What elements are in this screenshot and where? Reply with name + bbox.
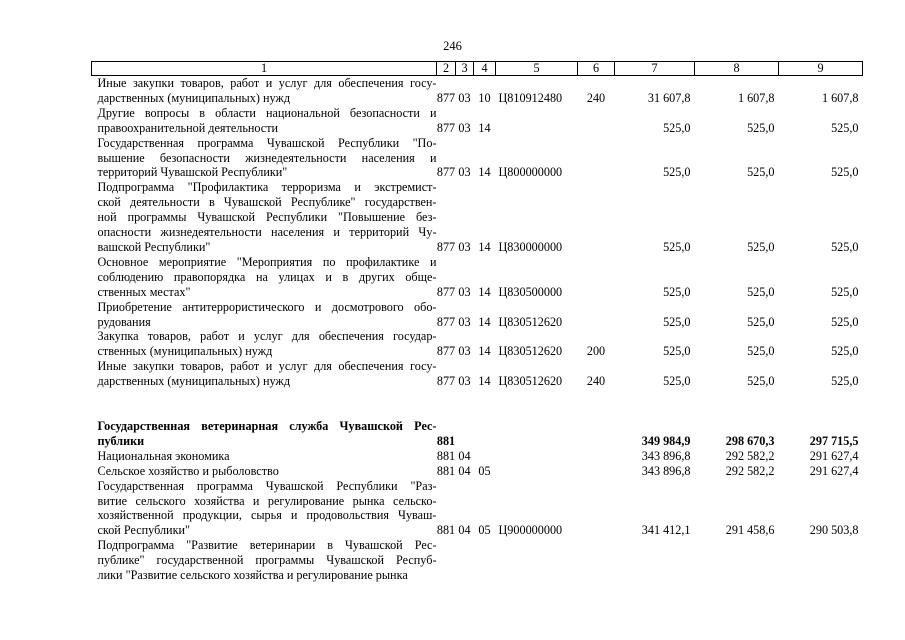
row-name-cell [92, 106, 437, 136]
amount-year2-cell: 1 607,8 [737, 90, 775, 105]
row-name-line: Государственная программа Чувашской Республики "Раз- [97, 478, 437, 493]
header-cell-expense-type: 6 [578, 62, 615, 76]
row-name-line: Закупка товаров, работ и услуг для обеспечения государ- [97, 329, 437, 344]
subsection-code-cell: 14 [478, 314, 491, 329]
expense-type-cell [578, 419, 615, 449]
row-name-line: дарственных (муниципальных) нужд [97, 90, 291, 105]
section-code-cell: 04 [458, 448, 471, 463]
row-name-cell [92, 329, 437, 359]
table-row [92, 180, 863, 255]
ministry-code-cell: 881 [436, 448, 456, 463]
page-number: 246 [443, 39, 462, 53]
row-name-cell [92, 300, 437, 330]
row-name-line: лики "Развитие сельского хозяйства и регулирование рынка [97, 568, 408, 583]
header-cell-ministry: 2 [437, 62, 456, 76]
subsection-code-cell: 05 [478, 463, 491, 478]
expense-type-cell [578, 449, 615, 464]
ministry-code-cell: 877 [436, 90, 456, 105]
row-name-line: ственных (муниципальных) нужд [97, 344, 273, 359]
amount-year1-cell: 341 412,1 [641, 523, 691, 538]
section-code-cell [456, 538, 474, 583]
amount-year1-cell: 525,0 [663, 344, 691, 359]
expense-type-cell [578, 106, 615, 136]
row-name-line: соблюдению правопорядка на улицах и в других обще- [97, 269, 437, 284]
ministry-code-cell: 877 [436, 120, 456, 135]
amount-year2-cell: 525,0 [747, 239, 775, 254]
row-name-cell [92, 464, 437, 479]
ministry-code-cell: 881 [436, 433, 456, 448]
row-name-line: хозяйственной продукции, сырья и продовольствия Чуваш- [97, 508, 437, 523]
ministry-code-cell: 881 [436, 463, 456, 478]
expense-type-cell [578, 300, 615, 330]
row-name-line: Иные закупки товаров, работ и услуг для обеспечения госу- [97, 76, 437, 90]
row-name-line: Иные закупки товаров, работ и услуг для обеспечения госу- [97, 359, 437, 374]
table-row [92, 136, 863, 181]
header-cell-subsection: 4 [474, 62, 496, 76]
amount-year1-cell: 525,0 [663, 314, 691, 329]
subsection-code-cell: 10 [478, 90, 491, 105]
ministry-code-cell: 877 [436, 314, 456, 329]
expense-type-cell: 200 [586, 344, 606, 359]
row-name-line: ственных местах" [97, 284, 191, 299]
expense-type-cell [578, 464, 615, 479]
amount-year1-cell: 343 896,8 [641, 448, 691, 463]
row-name-line: опасности жизнедеятельности населения и территорий Чу- [97, 225, 437, 240]
row-name-line: Приобретение антитеррористического и досмотрового обо- [97, 299, 437, 314]
header-cell-year3: 9 [779, 62, 863, 76]
section-code-cell: 03 [458, 239, 471, 254]
target-article-cell: Ц830000000 [498, 239, 563, 254]
subsection-code-cell: 14 [478, 120, 491, 135]
amount-year3-cell [779, 538, 863, 583]
amount-year2-cell: 292 582,2 [725, 448, 775, 463]
row-name-line: дарственных (муниципальных) нужд [97, 374, 291, 389]
table-row [92, 449, 863, 464]
row-name-cell [92, 419, 437, 449]
ministry-code-cell [437, 538, 456, 583]
amount-year2-cell: 525,0 [747, 314, 775, 329]
row-name-line: Подпрограмма "Развитие ветеринарии в Чувашской Рес- [97, 538, 437, 553]
target-article-cell [496, 538, 578, 583]
amount-year2-cell [695, 538, 779, 583]
amount-year1-cell: 525,0 [663, 165, 691, 180]
row-name-cell [92, 136, 437, 181]
amount-year1-cell: 525,0 [663, 284, 691, 299]
section-code-cell: 03 [458, 344, 471, 359]
amount-year2-cell: 292 582,2 [725, 463, 775, 478]
amount-year2-cell: 525,0 [747, 284, 775, 299]
amount-year3-cell: 291 627,4 [809, 448, 859, 463]
table-row [92, 106, 863, 136]
subsection-code-cell: 14 [478, 374, 491, 389]
row-name-line: ской деятельности в Чувашской Республике" государствен- [97, 195, 437, 210]
amount-year1-cell: 525,0 [663, 120, 691, 135]
section-code-cell [456, 419, 474, 449]
row-name-cell [92, 538, 437, 583]
row-name-cell [92, 449, 437, 464]
amount-year2-cell: 298 670,3 [725, 433, 775, 448]
row-name-cell [92, 479, 437, 539]
row-name-line: ской Республики" [97, 523, 190, 538]
header-cell-name: 1 [92, 62, 437, 76]
target-article-cell [496, 449, 578, 464]
amount-year2-cell: 291 458,6 [725, 523, 775, 538]
target-article-cell: Ц800000000 [498, 165, 563, 180]
amount-year1-cell: 349 984,9 [641, 433, 691, 448]
row-name-line: Сельское хозяйство и рыболовство [97, 463, 279, 478]
row-name-line: вышение безопасности жизнедеятельности населения и [97, 150, 437, 165]
ministry-code-cell: 877 [436, 239, 456, 254]
ministry-code-cell: 877 [436, 165, 456, 180]
row-name-line: Государственная программа Чувашской Республики "По- [97, 135, 437, 150]
amount-year3-cell: 290 503,8 [809, 523, 859, 538]
amount-year3-cell: 1 607,8 [821, 90, 859, 105]
row-name-line: публике" государственной программы Чувашской Респуб- [97, 553, 437, 568]
table-row [92, 538, 863, 583]
table-row [92, 76, 863, 106]
expense-type-cell [578, 180, 615, 255]
budget-table [91, 61, 863, 583]
section-code-cell: 03 [458, 314, 471, 329]
expense-type-cell [578, 255, 615, 300]
table-row [92, 300, 863, 330]
row-name-cell [92, 76, 437, 106]
amount-year3-cell: 525,0 [831, 284, 859, 299]
subsection-code-cell: 14 [478, 239, 491, 254]
spacer-cell [92, 389, 863, 419]
target-article-cell: Ц830512620 [498, 374, 563, 389]
row-name-line: вашской Республики" [97, 239, 211, 254]
table-row [92, 419, 863, 449]
table-body [92, 76, 863, 584]
amount-year1-cell: 343 896,8 [641, 463, 691, 478]
target-article-cell: Ц810912480 [498, 90, 563, 105]
row-name-line: Национальная экономика [97, 448, 230, 463]
amount-year3-cell: 525,0 [831, 165, 859, 180]
amount-year3-cell: 525,0 [831, 374, 859, 389]
amount-year3-cell: 291 627,4 [809, 463, 859, 478]
ministry-code-cell: 881 [436, 523, 456, 538]
amount-year3-cell: 525,0 [831, 314, 859, 329]
section-code-cell: 03 [458, 284, 471, 299]
table-row [92, 464, 863, 479]
expense-type-cell [578, 479, 615, 539]
header-cell-target: 5 [496, 62, 578, 76]
target-article-cell: Ц830512620 [498, 344, 563, 359]
ministry-code-cell: 877 [436, 344, 456, 359]
subsection-code-cell: 05 [478, 523, 491, 538]
row-name-line: ной программы Чувашской Республики "Повышение без- [97, 210, 437, 225]
row-name-cell [92, 255, 437, 300]
table-header-row [92, 62, 863, 76]
amount-year1-cell: 525,0 [663, 374, 691, 389]
row-name-line: рудования [97, 314, 151, 329]
table-row [92, 255, 863, 300]
section-code-cell: 03 [458, 374, 471, 389]
table-row [92, 329, 863, 359]
amount-year2-cell: 525,0 [747, 374, 775, 389]
amount-year2-cell: 525,0 [747, 120, 775, 135]
target-article-cell: Ц830512620 [498, 314, 563, 329]
expense-type-cell [578, 136, 615, 181]
expense-type-cell: 240 [586, 374, 606, 389]
row-name-line: Государственная ветеринарная служба Чувашской Рес- [97, 419, 437, 434]
amount-year1-cell: 31 607,8 [647, 90, 691, 105]
section-code-cell: 03 [458, 165, 471, 180]
target-article-cell: Ц900000000 [498, 523, 563, 538]
amount-year1-cell: 525,0 [663, 239, 691, 254]
header-cell-year2: 8 [695, 62, 779, 76]
expense-type-cell: 240 [586, 90, 606, 105]
subsection-code-cell [474, 449, 496, 464]
amount-year3-cell: 525,0 [831, 344, 859, 359]
target-article-cell [496, 464, 578, 479]
row-name-cell [92, 359, 437, 389]
target-article-cell [496, 106, 578, 136]
amount-year2-cell: 525,0 [747, 165, 775, 180]
row-name-line: Основное мероприятие "Мероприятия по профилактике и [97, 254, 437, 269]
row-name-line: публики [97, 433, 145, 448]
ministry-code-cell: 877 [436, 284, 456, 299]
table-row [92, 359, 863, 389]
row-name-line: Другие вопросы в области национальной безопасности и [97, 105, 437, 120]
target-article-cell [496, 419, 578, 449]
amount-year3-cell: 297 715,5 [809, 433, 859, 448]
spacer-row [92, 389, 863, 419]
row-name-line: Подпрограмма "Профилактика терроризма и экстремист- [97, 180, 437, 195]
section-code-cell: 04 [458, 463, 471, 478]
amount-year2-cell: 525,0 [747, 344, 775, 359]
amount-year1-cell [615, 538, 695, 583]
row-name-line: правоохранительной деятельности [97, 120, 279, 135]
header-cell-year1: 7 [615, 62, 695, 76]
row-name-line: территорий Чувашской Республики" [97, 165, 288, 180]
amount-year3-cell: 525,0 [831, 239, 859, 254]
row-name-cell [92, 180, 437, 255]
subsection-code-cell: 14 [478, 165, 491, 180]
subsection-code-cell: 14 [478, 344, 491, 359]
header-cell-section: 3 [456, 62, 474, 76]
subsection-code-cell [474, 538, 496, 583]
amount-year3-cell: 525,0 [831, 120, 859, 135]
table-row [92, 479, 863, 539]
target-article-cell: Ц830500000 [498, 284, 563, 299]
ministry-code-cell: 877 [436, 374, 456, 389]
expense-type-cell [578, 538, 615, 583]
section-code-cell: 03 [458, 120, 471, 135]
section-code-cell: 04 [458, 523, 471, 538]
subsection-code-cell [474, 419, 496, 449]
subsection-code-cell: 14 [478, 284, 491, 299]
section-code-cell: 03 [458, 90, 471, 105]
row-name-line: витие сельского хозяйства и регулирование рынка сельско- [97, 493, 437, 508]
